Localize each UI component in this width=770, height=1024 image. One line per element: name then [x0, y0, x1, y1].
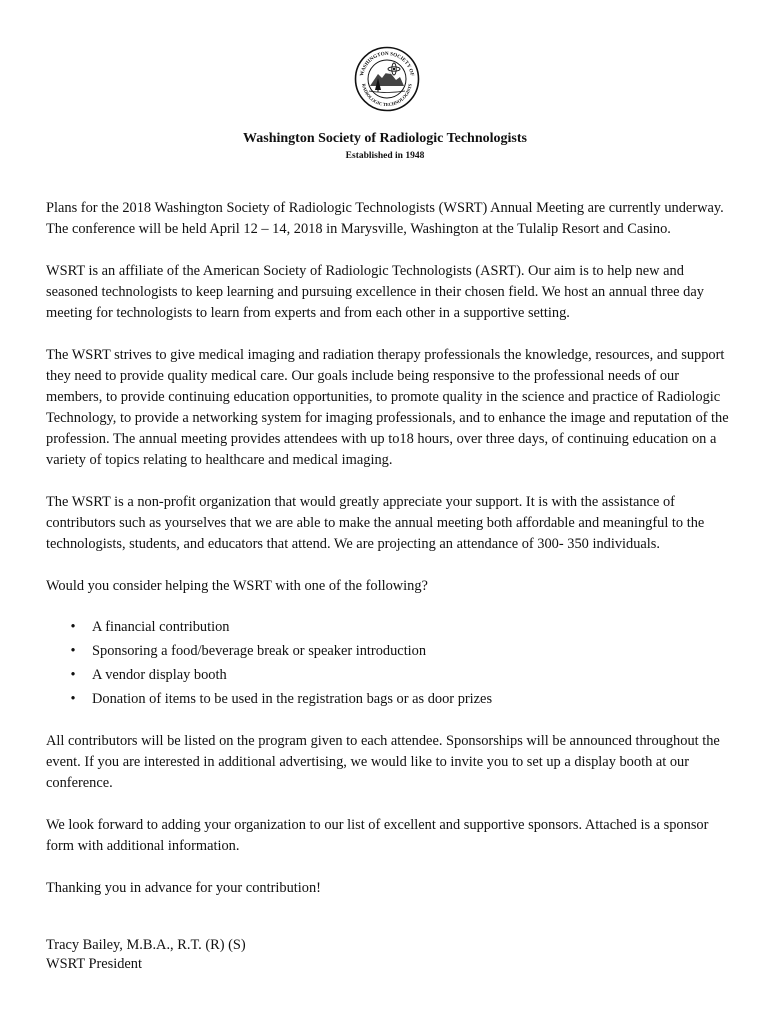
contribution-options-list — [46, 615, 736, 711]
society-seal-logo — [354, 46, 420, 112]
letterhead — [0, 130, 770, 162]
list-item-text: A financial contribution — [92, 619, 230, 635]
list-item-text: Donation of items to be used in the registration bags or as door prizes — [92, 691, 493, 707]
list-item — [48, 687, 736, 711]
paragraph-thanks: Thanking you in advance for your contribution! — [46, 880, 321, 896]
established-date: Established in 1948 — [345, 151, 425, 161]
signer-name: Tracy Bailey, M.B.A., R.T. (R) (S) — [46, 937, 246, 953]
bullet-icon: • — [70, 691, 76, 707]
bullet-icon: • — [70, 643, 76, 659]
bullet-icon: • — [70, 619, 76, 635]
svg-text:RADIOLOGIC TECHNOLOGISTS — [361, 83, 413, 107]
letter-body — [46, 198, 736, 974]
bullet-icon: • — [70, 667, 76, 683]
paragraph-affiliation: WSRT is an affiliate of the American Society of Radiologic Technologists (ASRT). Our aim is to help new and seasoned technologists to keep learning and pursuing excellence in their chosen field. We host an annual three day meeting for technologists to learn from experts and from each other in a supportive setting. — [46, 263, 704, 321]
seal-top-text: WASHINGTON SOCIETY OF — [359, 50, 415, 77]
signature-block — [46, 936, 736, 974]
paragraph-question: Would you consider helping the WSRT with one of the following? — [46, 578, 428, 594]
list-item-text: A vendor display booth — [92, 667, 227, 683]
paragraph-contributors: All contributors will be listed on the program given to each attendee. Sponsorships will be announced throughout the event. If you are interested in additional advertising, we would like to invite you to set up a display booth at our conference. — [46, 733, 720, 791]
list-item — [48, 639, 736, 663]
list-item — [48, 663, 736, 687]
list-item-text: Sponsoring a food/beverage break or speaker introduction — [92, 643, 427, 659]
organization-name: Washington Society of Radiologic Technologists — [243, 131, 527, 146]
list-item — [48, 615, 736, 639]
paragraph-sponsors: We look forward to adding your organization to our list of excellent and supportive sponsors. Attached is a sponsor form with additional information. — [46, 817, 709, 854]
seal-bottom-text: RADIOLOGIC TECHNOLOGISTS — [361, 83, 413, 108]
signer-title: WSRT President — [46, 956, 143, 972]
paragraph-intro: Plans for the 2018 Washington Society of Radiologic Technologists (WSRT) Annual Meeting are currently underway. The conference will be held April 12 – 14, 2018 in Marysville, Washington at the Tulalip Resort and Casino. — [46, 200, 724, 237]
paragraph-goals: The WSRT strives to give medical imaging and radiation therapy professionals the knowledge, resources, and support they need to provide quality medical care. Our goals include being responsive to the professional needs of our members, to provide continuing education opportunities, to promote quality in the science and practice of Radiologic Technology, to provide a networking system for imaging professionals, and to enhance the image and reputation of the profession. The annual meeting provides attendees with up to18 hours, over three days, of continuing education on a variety of topics relating to healthcare and medical imaging. — [46, 347, 729, 468]
paragraph-support: The WSRT is a non-profit organization that would greatly appreciate your support. It is with the assistance of contributors such as yourselves that we are able to make the annual meeting both affordable and meaningful to the technologists, students, and educators that attend. We are projecting an attendance of 300- 350 individuals. — [46, 494, 705, 552]
